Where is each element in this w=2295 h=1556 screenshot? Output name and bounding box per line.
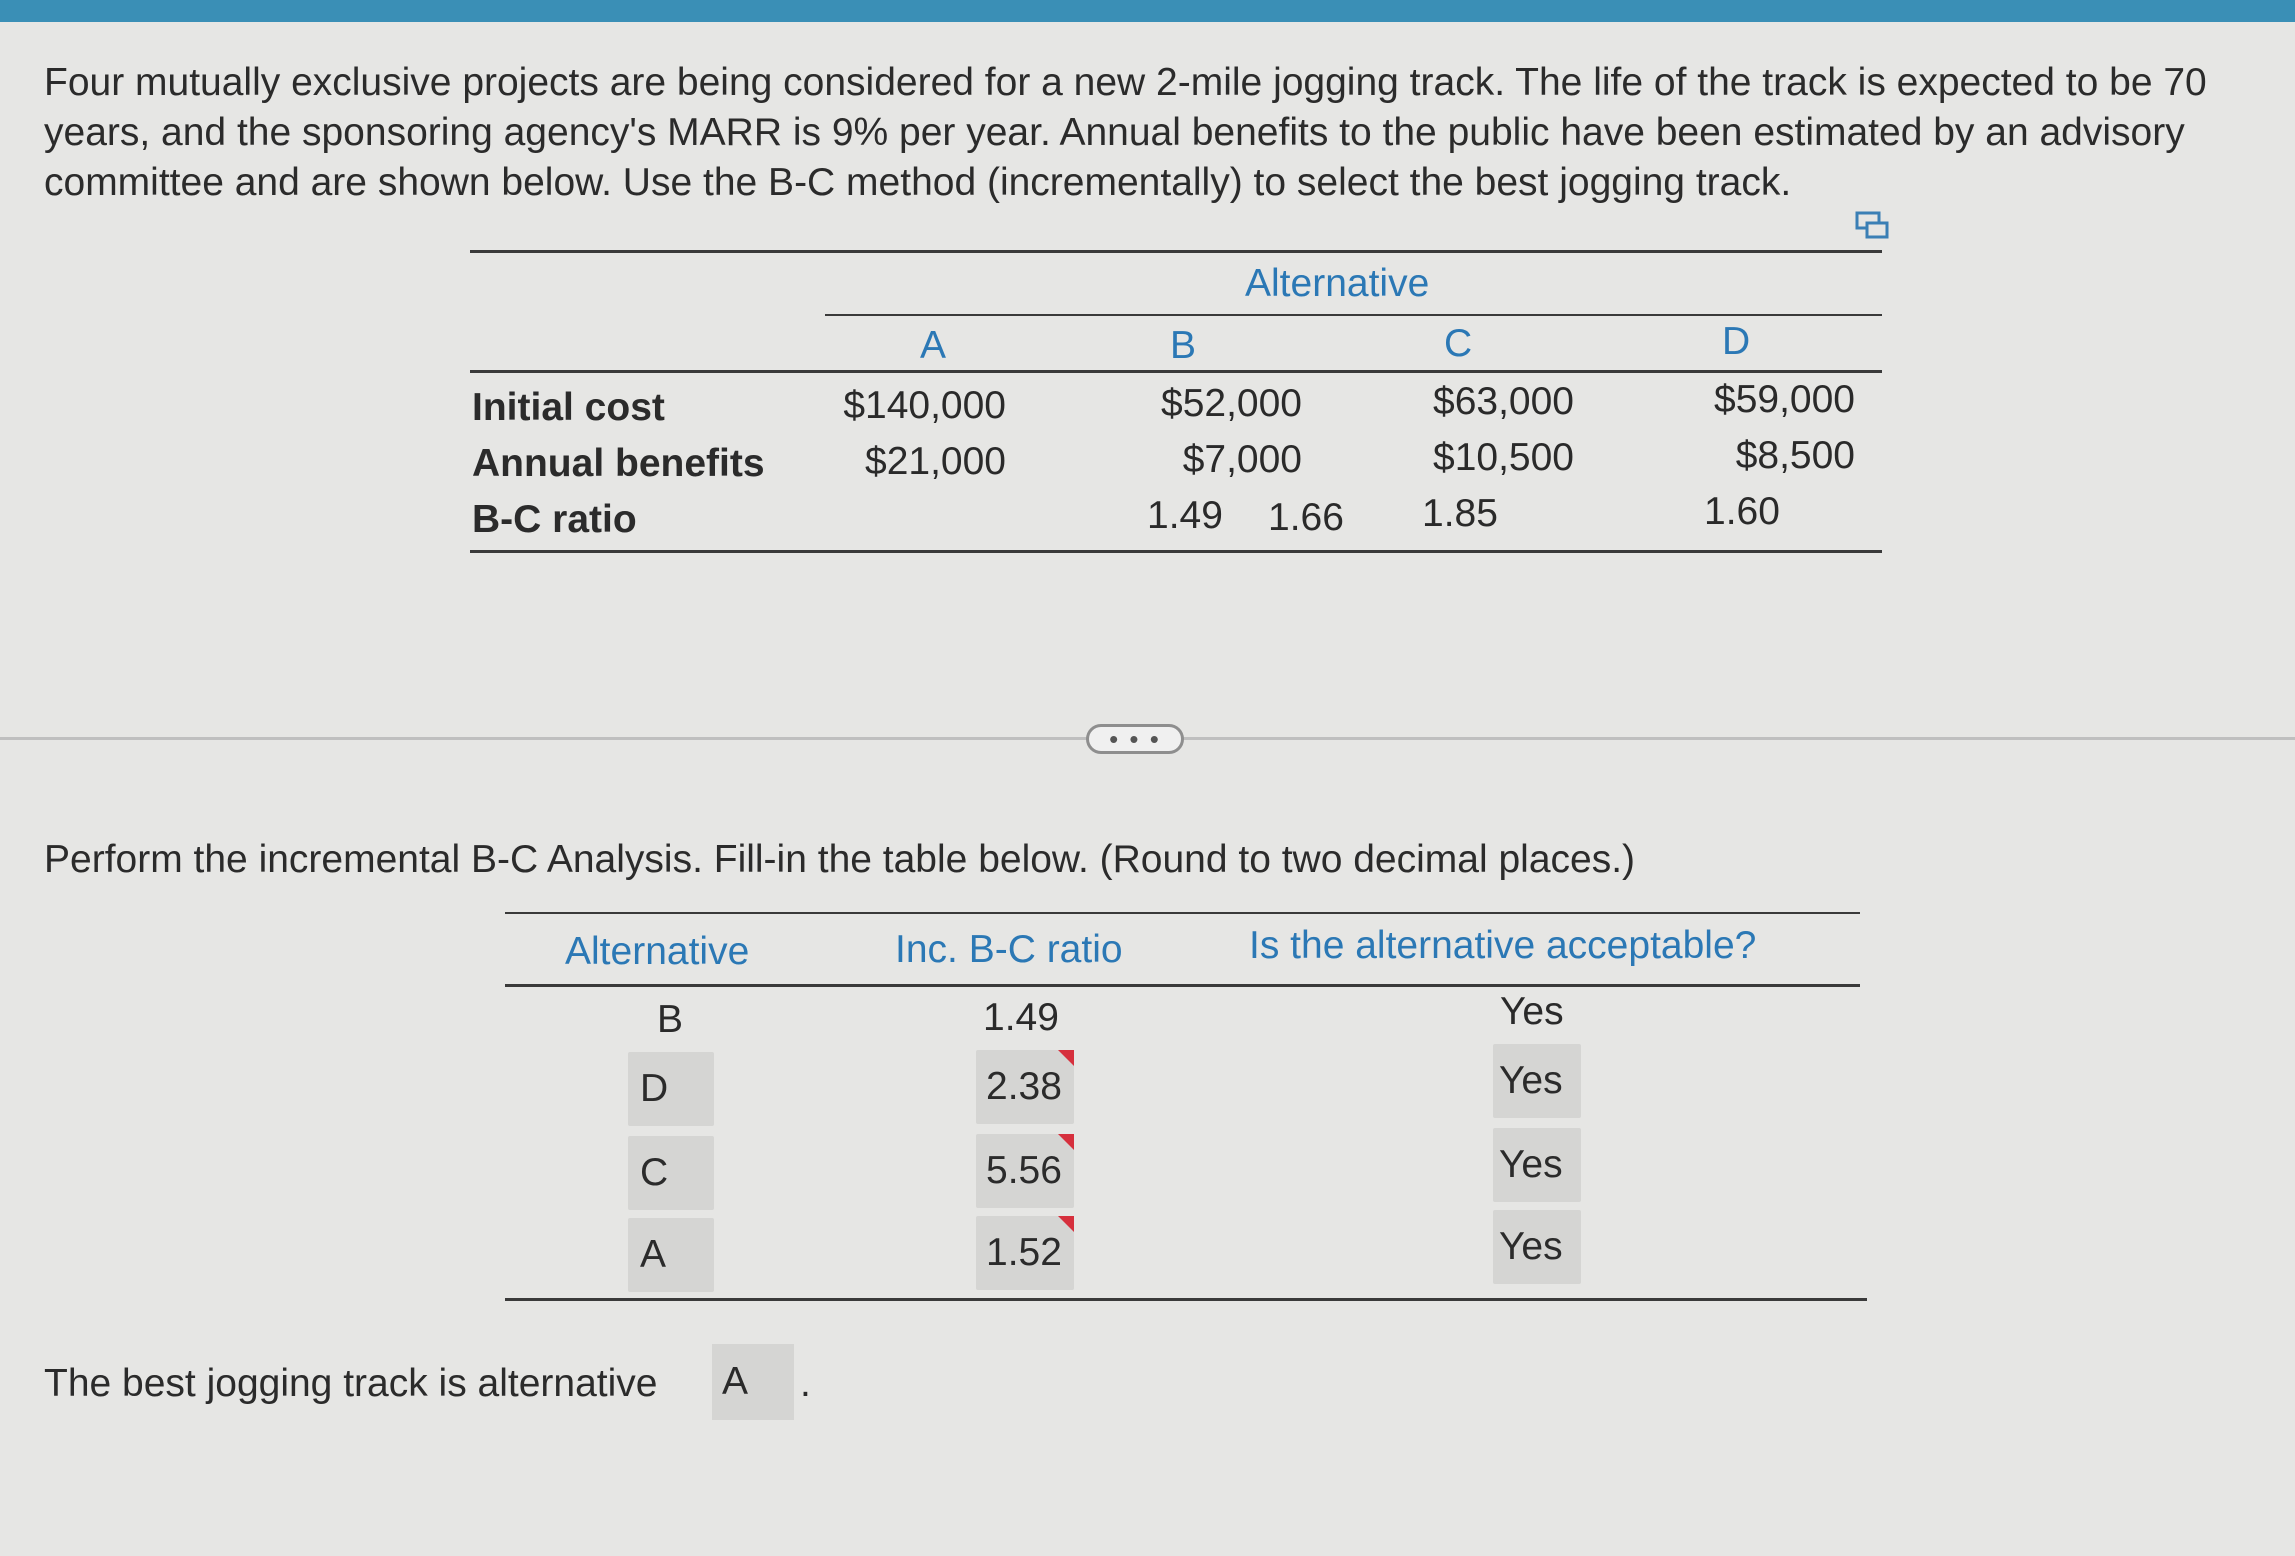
table-bottom-rule [470, 550, 1882, 553]
column-header-d: D [1722, 320, 1751, 363]
column-header-b: B [1170, 324, 1197, 367]
column-header-a: A [920, 324, 947, 367]
inc-row-a-ratio: 1.52 [986, 1231, 1062, 1274]
best-alternative-input[interactable] [712, 1344, 794, 1420]
inc-row-a-acceptable: Yes [1499, 1225, 1563, 1268]
instruction-text: Perform the incremental B-C Analysis. Fill-in the table below. (Round to two decimal places.) [44, 838, 1636, 881]
inc-header-alternative: Alternative [565, 930, 750, 973]
inc-row-c-ratio: 5.56 [986, 1149, 1062, 1192]
inc-row-c-acceptable-input[interactable] [1493, 1128, 1581, 1202]
cell-c-annual-benefits: $10,500 [1433, 436, 1574, 479]
inc-row-a-alternative-input[interactable] [628, 1218, 714, 1292]
inc-row-d-acceptable: Yes [1499, 1059, 1563, 1102]
inc-header-rule [505, 984, 1860, 987]
incorrect-flag-icon [1058, 1216, 1074, 1232]
cell-d-bc-ratio: 1.60 [1704, 490, 1780, 533]
best-alternative-value: A [722, 1360, 749, 1403]
cell-b-initial-cost: $52,000 [1161, 382, 1302, 425]
inc-row-a-acceptable-input[interactable] [1493, 1210, 1581, 1284]
table-top-rule [470, 250, 1882, 253]
cell-c-bc-ratio: 1.85 [1422, 492, 1498, 535]
inc-table-top-rule [505, 912, 1860, 914]
conclusion-label: The best jogging track is alternative [44, 1362, 658, 1405]
inc-row-b-alternative: B [657, 998, 684, 1041]
inc-row-d-alternative: D [640, 1067, 669, 1110]
inc-row-a-alternative: A [640, 1233, 667, 1276]
cell-a-annual-benefits: $21,000 [865, 440, 1006, 483]
expand-table-icon[interactable] [1855, 210, 1891, 242]
row-label-annual-benefits: Annual benefits [472, 442, 765, 485]
cell-b-annual-benefits: $7,000 [1182, 438, 1302, 481]
inc-row-a-ratio-input[interactable] [976, 1216, 1074, 1290]
inc-row-c-alternative: C [640, 1151, 669, 1194]
cell-a-bc-ratio: 1.66 [1268, 496, 1344, 539]
incorrect-flag-icon [1058, 1134, 1074, 1150]
inc-header-ratio: Inc. B-C ratio [895, 928, 1123, 971]
cell-d-initial-cost: $59,000 [1714, 378, 1855, 421]
incorrect-flag-icon [1058, 1050, 1074, 1066]
inc-header-acceptable: Is the alternative acceptable? [1249, 924, 1757, 967]
inc-row-b-ratio: 1.49 [983, 996, 1059, 1039]
inc-row-d-ratio: 2.38 [986, 1065, 1062, 1108]
conclusion-period: . [800, 1362, 811, 1405]
top-bar [0, 0, 2295, 22]
problem-statement: Four mutually exclusive projects are being considered for a new 2-mile jogging track. The life of the track is expected to be 70 years, and the sponsoring agency's MARR is 9% per year. Annual benefits to the public have been estimated by an advisory committee and are shown below. Use the B-C method (incrementally) to select the best jogging track. [44, 61, 2207, 204]
inc-table-bottom-rule [505, 1298, 1867, 1301]
more-button[interactable]: • • • [1086, 724, 1184, 754]
inc-row-c-acceptable: Yes [1499, 1143, 1563, 1186]
cell-b-bc-ratio: 1.49 [1147, 494, 1223, 537]
incremental-analysis-table [505, 910, 1867, 1310]
column-header-c: C [1444, 322, 1473, 365]
inc-row-d-ratio-input[interactable] [976, 1050, 1074, 1124]
inc-row-b-acceptable: Yes [1500, 990, 1564, 1033]
header-rule [470, 370, 1882, 373]
row-label-initial-cost: Initial cost [472, 386, 665, 429]
inc-row-d-alternative-input[interactable] [628, 1052, 714, 1126]
cell-a-initial-cost: $140,000 [843, 384, 1006, 427]
inc-row-d-acceptable-input[interactable] [1493, 1044, 1581, 1118]
cell-d-annual-benefits: $8,500 [1735, 434, 1855, 477]
cell-c-initial-cost: $63,000 [1433, 380, 1574, 423]
alternative-group-header: Alternative [1245, 262, 1430, 305]
inc-row-c-ratio-input[interactable] [976, 1134, 1074, 1208]
group-header-rule [825, 314, 1882, 316]
inc-row-c-alternative-input[interactable] [628, 1136, 714, 1210]
row-label-bc-ratio: B-C ratio [472, 498, 637, 541]
